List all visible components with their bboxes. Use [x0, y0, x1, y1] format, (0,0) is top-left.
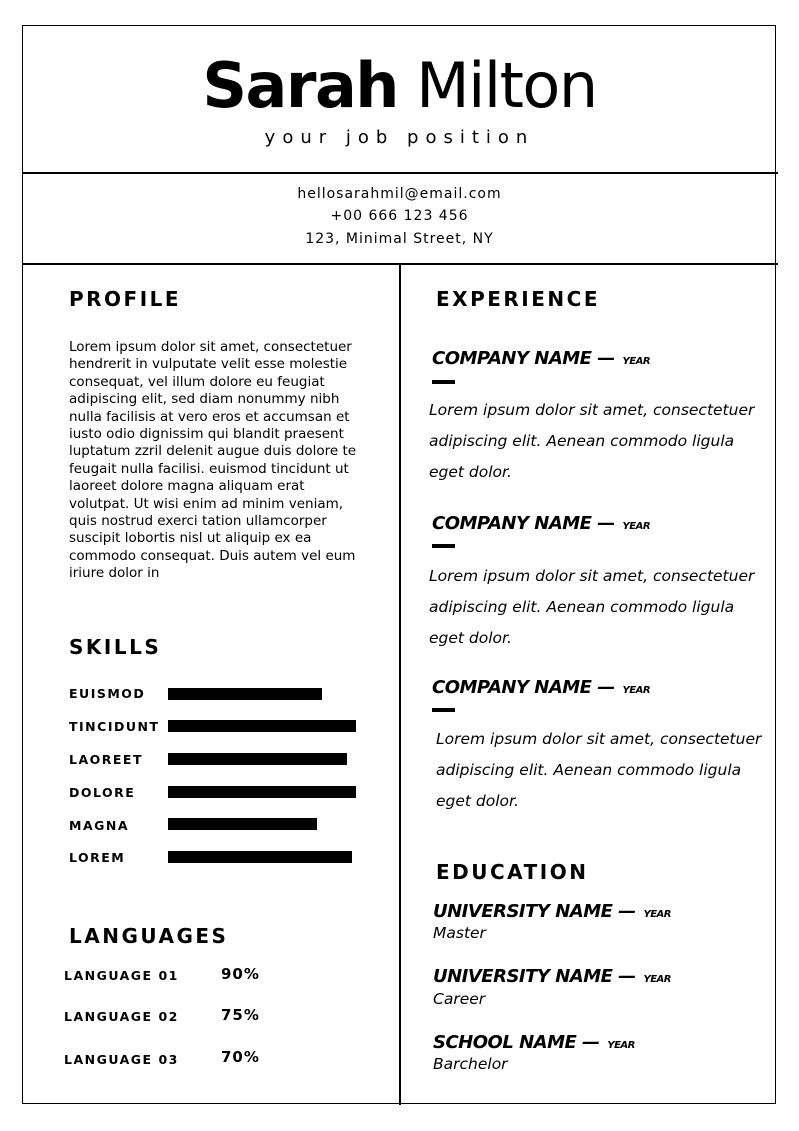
experience-company: [432, 677, 650, 698]
experience-description: Lorem ipsum dolor sit amet, consectetuer adipiscing elit. Aenean commodo ligula eget dolor.: [429, 567, 755, 647]
company-name: COMPANY NAME —: [432, 348, 615, 369]
language-percent: 70%: [221, 1048, 260, 1066]
skill-level-bar: [168, 851, 352, 863]
skill-level-bar: [168, 720, 356, 732]
school-year: YEAR: [643, 974, 671, 985]
company-name: COMPANY NAME —: [432, 513, 615, 534]
accent-dash: [432, 380, 455, 384]
school-name: UNIVERSITY NAME —: [433, 901, 636, 922]
language-label: LANGUAGE 03: [64, 1052, 179, 1067]
skills-heading: SKILLS: [69, 635, 162, 659]
experience-heading: EXPERIENCE: [436, 287, 600, 311]
education-heading: EDUCATION: [436, 860, 589, 884]
contact-email: hellosarahmil@email.com: [297, 186, 502, 202]
education-degree: Career: [433, 990, 486, 1008]
accent-dash: [432, 708, 455, 712]
first-name: Sarah: [202, 49, 398, 122]
skill-label: TINCIDUNT: [69, 719, 160, 734]
experience-description: Lorem ipsum dolor sit amet, consectetuer adipiscing elit. Aenean commodo ligula eget dolor.: [429, 401, 755, 481]
experience-description: Lorem ipsum dolor sit amet, consectetuer adipiscing elit. Aenean commodo ligula eget dolor.: [436, 730, 762, 810]
column-divider: [399, 264, 401, 1105]
full-name: [0, 48, 799, 124]
education-school: [433, 901, 671, 922]
language-label: LANGUAGE 02: [64, 1009, 179, 1024]
language-percent: 75%: [221, 1006, 260, 1024]
job-position: your job position: [264, 127, 535, 148]
language-label: LANGUAGE 01: [64, 968, 179, 983]
company-year: YEAR: [622, 685, 651, 696]
accent-dash: [432, 544, 455, 548]
profile-heading: PROFILE: [69, 287, 182, 311]
experience-company: [432, 348, 650, 369]
education-degree: Barchelor: [433, 1055, 508, 1073]
skill-label: LAOREET: [69, 752, 143, 767]
skill-level-bar: [168, 753, 347, 765]
skill-level-bar: [168, 818, 317, 830]
education-school: [433, 1032, 635, 1053]
company-year: YEAR: [622, 521, 651, 532]
skill-label: MAGNA: [69, 818, 130, 833]
language-percent: 90%: [221, 965, 260, 983]
skill-label: DOLORE: [69, 785, 136, 800]
skill-label: LOREM: [69, 850, 126, 865]
school-year: YEAR: [643, 909, 671, 920]
languages-heading: LANGUAGES: [69, 924, 229, 948]
header-divider: [22, 172, 778, 174]
school-name: SCHOOL NAME —: [433, 1032, 600, 1053]
education-school: [433, 966, 671, 987]
last-name: Milton: [416, 49, 597, 122]
contact-address: 123, Minimal Street, NY: [305, 231, 494, 247]
profile-text: Lorem ipsum dolor sit amet, consectetuer hendrerit in vulputate velit esse molestie consequat, vel illum dolore eu feugiat adipiscing elit, sed diam nonummy nibh nulla facilisis at vero eros et accumsan et iusto odio dignissim qui blandit praesent luptatum zzril delenit augue duis dolore te feugait nulla facilisi. euismod tincidunt ut laoreet dolore magna aliquam erat volutpat. Ut wisi enim ad minim veniam, quis nostrud exerci tation ullamcorper suscipit lobortis nisl ut aliquip ex ea commodo consequat. Duis autem vel eum iriure dolor in: [69, 339, 357, 582]
education-degree: Master: [433, 924, 486, 942]
school-year: YEAR: [607, 1040, 635, 1051]
skill-level-bar: [168, 688, 322, 700]
skill-label: EUISMOD: [69, 686, 146, 701]
skill-level-bar: [168, 786, 356, 798]
company-year: YEAR: [622, 356, 651, 367]
contact-phone: +00 666 123 456: [330, 208, 469, 224]
company-name: COMPANY NAME —: [432, 677, 615, 698]
experience-company: [432, 513, 650, 534]
school-name: UNIVERSITY NAME —: [433, 966, 636, 987]
